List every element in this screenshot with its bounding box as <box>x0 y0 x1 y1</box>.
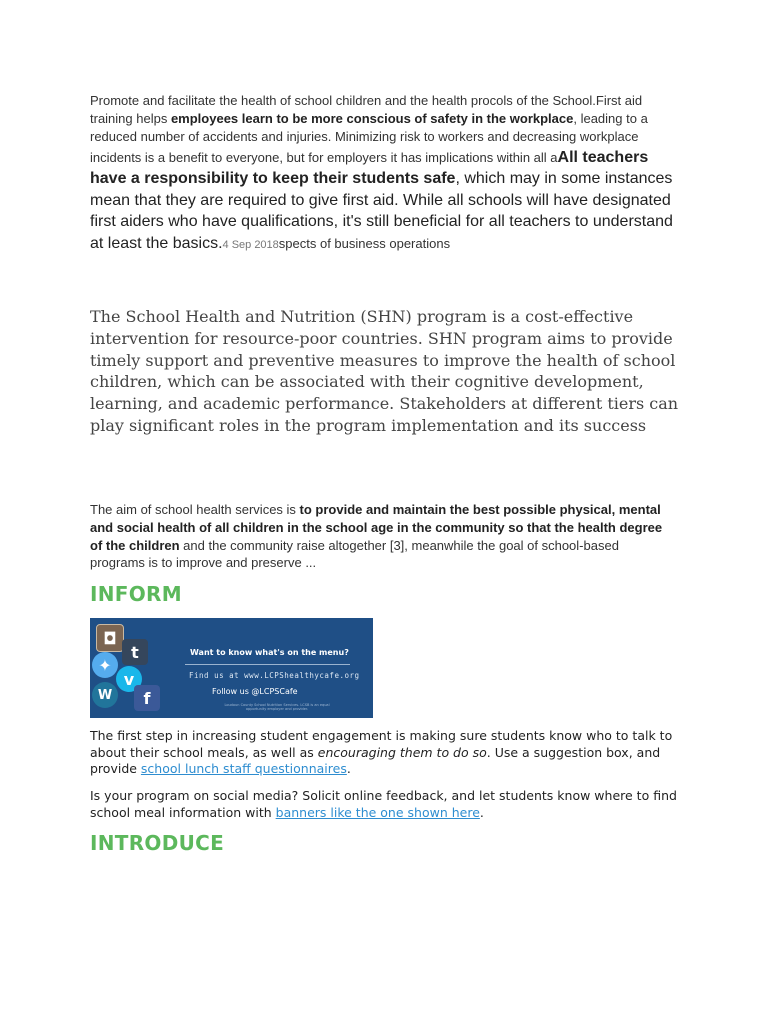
banner-url: Find us at www.LCPShealthycafe.org <box>189 671 360 680</box>
engagement-text-post: . <box>346 761 351 777</box>
social-media-banner <box>90 618 373 718</box>
engagement-text-mid: . Use a suggestion box, and provide <box>90 744 661 777</box>
banner-fine-print: Loudoun County School Nutrition Services. LCSB is an equal opportunity employer and provider. <box>224 703 330 712</box>
social-text-pre: Is your program on social media? Solicit online feedback, and let students know where to find school meal information with <box>90 788 677 820</box>
intro-text-2: , leading to a reduced number of accidents and injuries. Minimizing risk to workers and decreasing workplace incidents is a benefit to everyone, but for employers it has implications within all a <box>90 111 648 165</box>
date-stamp: 4 Sep 2018 <box>222 238 279 251</box>
tumblr-icon: t <box>122 639 148 665</box>
twitter-icon: ✦ <box>92 652 118 678</box>
engagement-text-pre: The first step in increasing student engagement is making sure students know who to talk to about their school meals, as well as <box>90 728 673 760</box>
teachers-statement-rest: , which may in some instances mean that they are required to give first aid. While all schools will have designated first aiders who have qualifications, it's still beneficial for all teachers to understand at least the basics. <box>90 170 673 252</box>
social-paragraph <box>90 788 685 821</box>
banner-follow: Follow us @LCPSCafe <box>212 687 298 696</box>
aim-text-bold: to provide and maintain the best possible physical, mental and social health of all children in the school age in the community so that the health degree of the children <box>90 502 663 553</box>
instagram-icon: ◘ <box>96 624 124 652</box>
intro-tail: spects of business operations <box>278 235 451 251</box>
document-page <box>90 92 680 855</box>
banners-link[interactable]: banners like the one shown here <box>275 804 480 820</box>
teachers-statement-bold: All teachers have a responsibility to keep their students safe <box>90 148 649 188</box>
engagement-italic: encouraging them to do so <box>317 744 487 760</box>
shn-paragraph: The School Health and Nutrition (SHN) program is a cost-effective intervention for resource-poor countries. SHN program aims to provide timely support and preventive measures to improve the health of school children, which can be associated with their cognitive development, learning, and academic performance. Stakeholders at different tiers can play significant roles in the program implementation and its success <box>90 307 679 435</box>
intro-text-1: Promote and facilitate the health of school children and the health procols of the School.First aid training helps <box>90 93 643 127</box>
inform-heading: INFORM <box>90 582 182 606</box>
engagement-paragraph <box>90 728 685 778</box>
intro-paragraph <box>90 92 680 254</box>
vimeo-icon: v <box>116 666 142 692</box>
aim-paragraph <box>90 501 670 572</box>
introduce-heading: INTRODUCE <box>90 831 225 855</box>
aim-text-pre: The aim of school health services is <box>90 502 300 517</box>
banner-divider <box>185 664 350 665</box>
aim-text-post: and the community raise altogether [3], meanwhile the goal of school-based programs is to improve and preserve ... <box>90 537 619 571</box>
wordpress-icon: W <box>92 682 118 708</box>
facebook-icon: f <box>134 685 160 711</box>
questionnaires-link[interactable]: school lunch staff questionnaires <box>140 761 347 777</box>
banner-title: Want to know what's on the menu? <box>190 648 349 657</box>
intro-bold-text: employees learn to be more conscious of safety in the workplace <box>170 111 574 127</box>
social-text-post: . <box>479 804 484 820</box>
